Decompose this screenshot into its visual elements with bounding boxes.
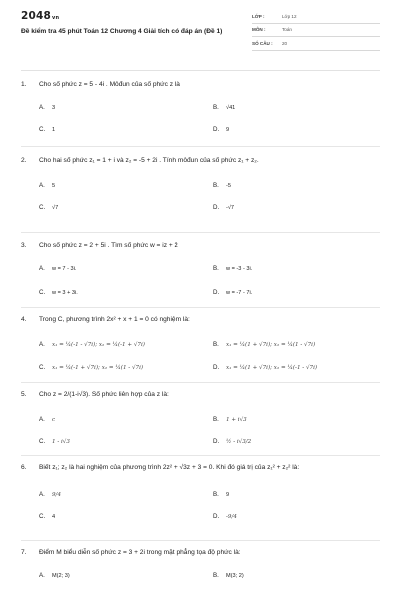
option-d[interactable]: D. 9 [213,126,230,133]
meta-value: 20 [282,40,288,46]
option-d[interactable]: D. ½ - i√3/2 [213,438,252,445]
option-b[interactable]: B. √41 [213,104,236,111]
exam-title: Đề kiểm tra 45 phút Toán 12 Chương 4 Giải tích có đáp án (Đề 1) [21,28,223,35]
option-b[interactable]: B. -5 [213,182,231,189]
question-number: 7. [21,549,27,556]
option-d[interactable]: D. w = -7 - 7i. [213,289,253,296]
question-number: 1. [21,81,27,88]
header-divider [21,70,380,71]
option-c[interactable]: C. 1 [39,126,56,133]
question-divider [21,307,380,308]
option-b[interactable]: B. w = -3 - 3i. [213,265,253,272]
meta-label: SỐ CÂU : [252,40,273,46]
exam-meta [252,10,380,51]
question-text: Cho hai số phức z₁ = 1 + i và z₂ = -5 + 2i . Tính môđun của số phức z₁ + z₂. [39,157,259,164]
question-text: Cho z = 2/(1-i√3). Số phức liên hợp của z là: [39,391,169,398]
question-text: Điểm M biểu diễn số phức z = 3 + 2i trong mặt phẳng tọa độ phức là: [39,549,241,556]
meta-row-class [252,10,380,24]
option-b[interactable]: B. 9 [213,491,230,498]
question-number: 4. [21,316,27,323]
question-6 [21,463,381,520]
meta-row-count [252,37,380,51]
meta-value: Toán [282,27,292,33]
option-a[interactable]: A. 3 [39,104,56,111]
question-1 [21,80,381,133]
option-a[interactable]: A. c [39,416,56,423]
question-number: 6. [21,464,27,471]
question-divider [21,455,380,456]
meta-label: MÔN : [252,27,266,33]
option-d[interactable]: D. -√7 [213,204,235,211]
question-3 [21,241,381,296]
question-divider [21,146,380,147]
option-b[interactable]: B. M(3; 2) [213,572,244,579]
question-5 [21,390,381,445]
option-d[interactable]: D. x₁ = ¼(1 + √7i); x₂ = ¼(-1 - √7i) [213,364,318,371]
question-divider [21,540,380,541]
option-a[interactable]: A. w = 7 - 3i. [39,265,77,272]
question-7 [21,548,381,579]
question-number: 2. [21,157,27,164]
option-a[interactable]: A. 5 [39,182,56,189]
question-2 [21,156,381,211]
meta-row-subject [252,24,380,38]
meta-label: LỚP : [252,13,265,19]
question-divider [21,232,380,233]
question-text: Trong C, phương trình 2x² + x + 1 = 0 có nghiệm là: [39,316,190,323]
question-text: Cho số phức z = 2 + 5i . Tìm số phức w = iz + z̄ [39,242,178,249]
option-c[interactable]: C. √7 [39,204,59,211]
question-divider [21,382,380,383]
question-number: 3. [21,242,27,249]
question-number: 5. [21,391,27,398]
exam-header [0,0,400,66]
question-text: Cho số phức z = 5 - 4i . Môđun của số phức z là [39,81,180,88]
option-b[interactable]: B. 1 + i√3 [213,416,247,423]
option-d[interactable]: D. -9/4 [213,513,237,520]
option-a[interactable]: A. x₁ = ¼(-1 - √7i); x₂ = ¼(-1 + √7i) [39,341,145,348]
option-c[interactable]: C. w = 3 + 3i. [39,289,78,296]
option-c[interactable]: C. x₁ = ¼(-1 + √7i); x₂ = ¼(1 - √7i) [39,364,144,371]
site-logo[interactable]: 2048vn [21,10,60,22]
meta-value: Lớp 12 [282,13,297,19]
question-4 [21,315,381,371]
option-a[interactable]: A. M(2; 3) [39,572,70,579]
question-text: Biết z₁; z₂ là hai nghiệm của phương trình 2z² + √3z + 3 = 0. Khi đó giá trị của z₁² + z₂² là: [39,464,300,471]
option-b[interactable]: B. x₁ = ¼(1 + √7i); x₂ = ¼(1 - √7i) [213,341,316,348]
option-c[interactable]: C. 1 - i√3 [39,438,70,445]
option-a[interactable]: A. 9/4 [39,491,62,498]
option-c[interactable]: C. 4 [39,513,56,520]
